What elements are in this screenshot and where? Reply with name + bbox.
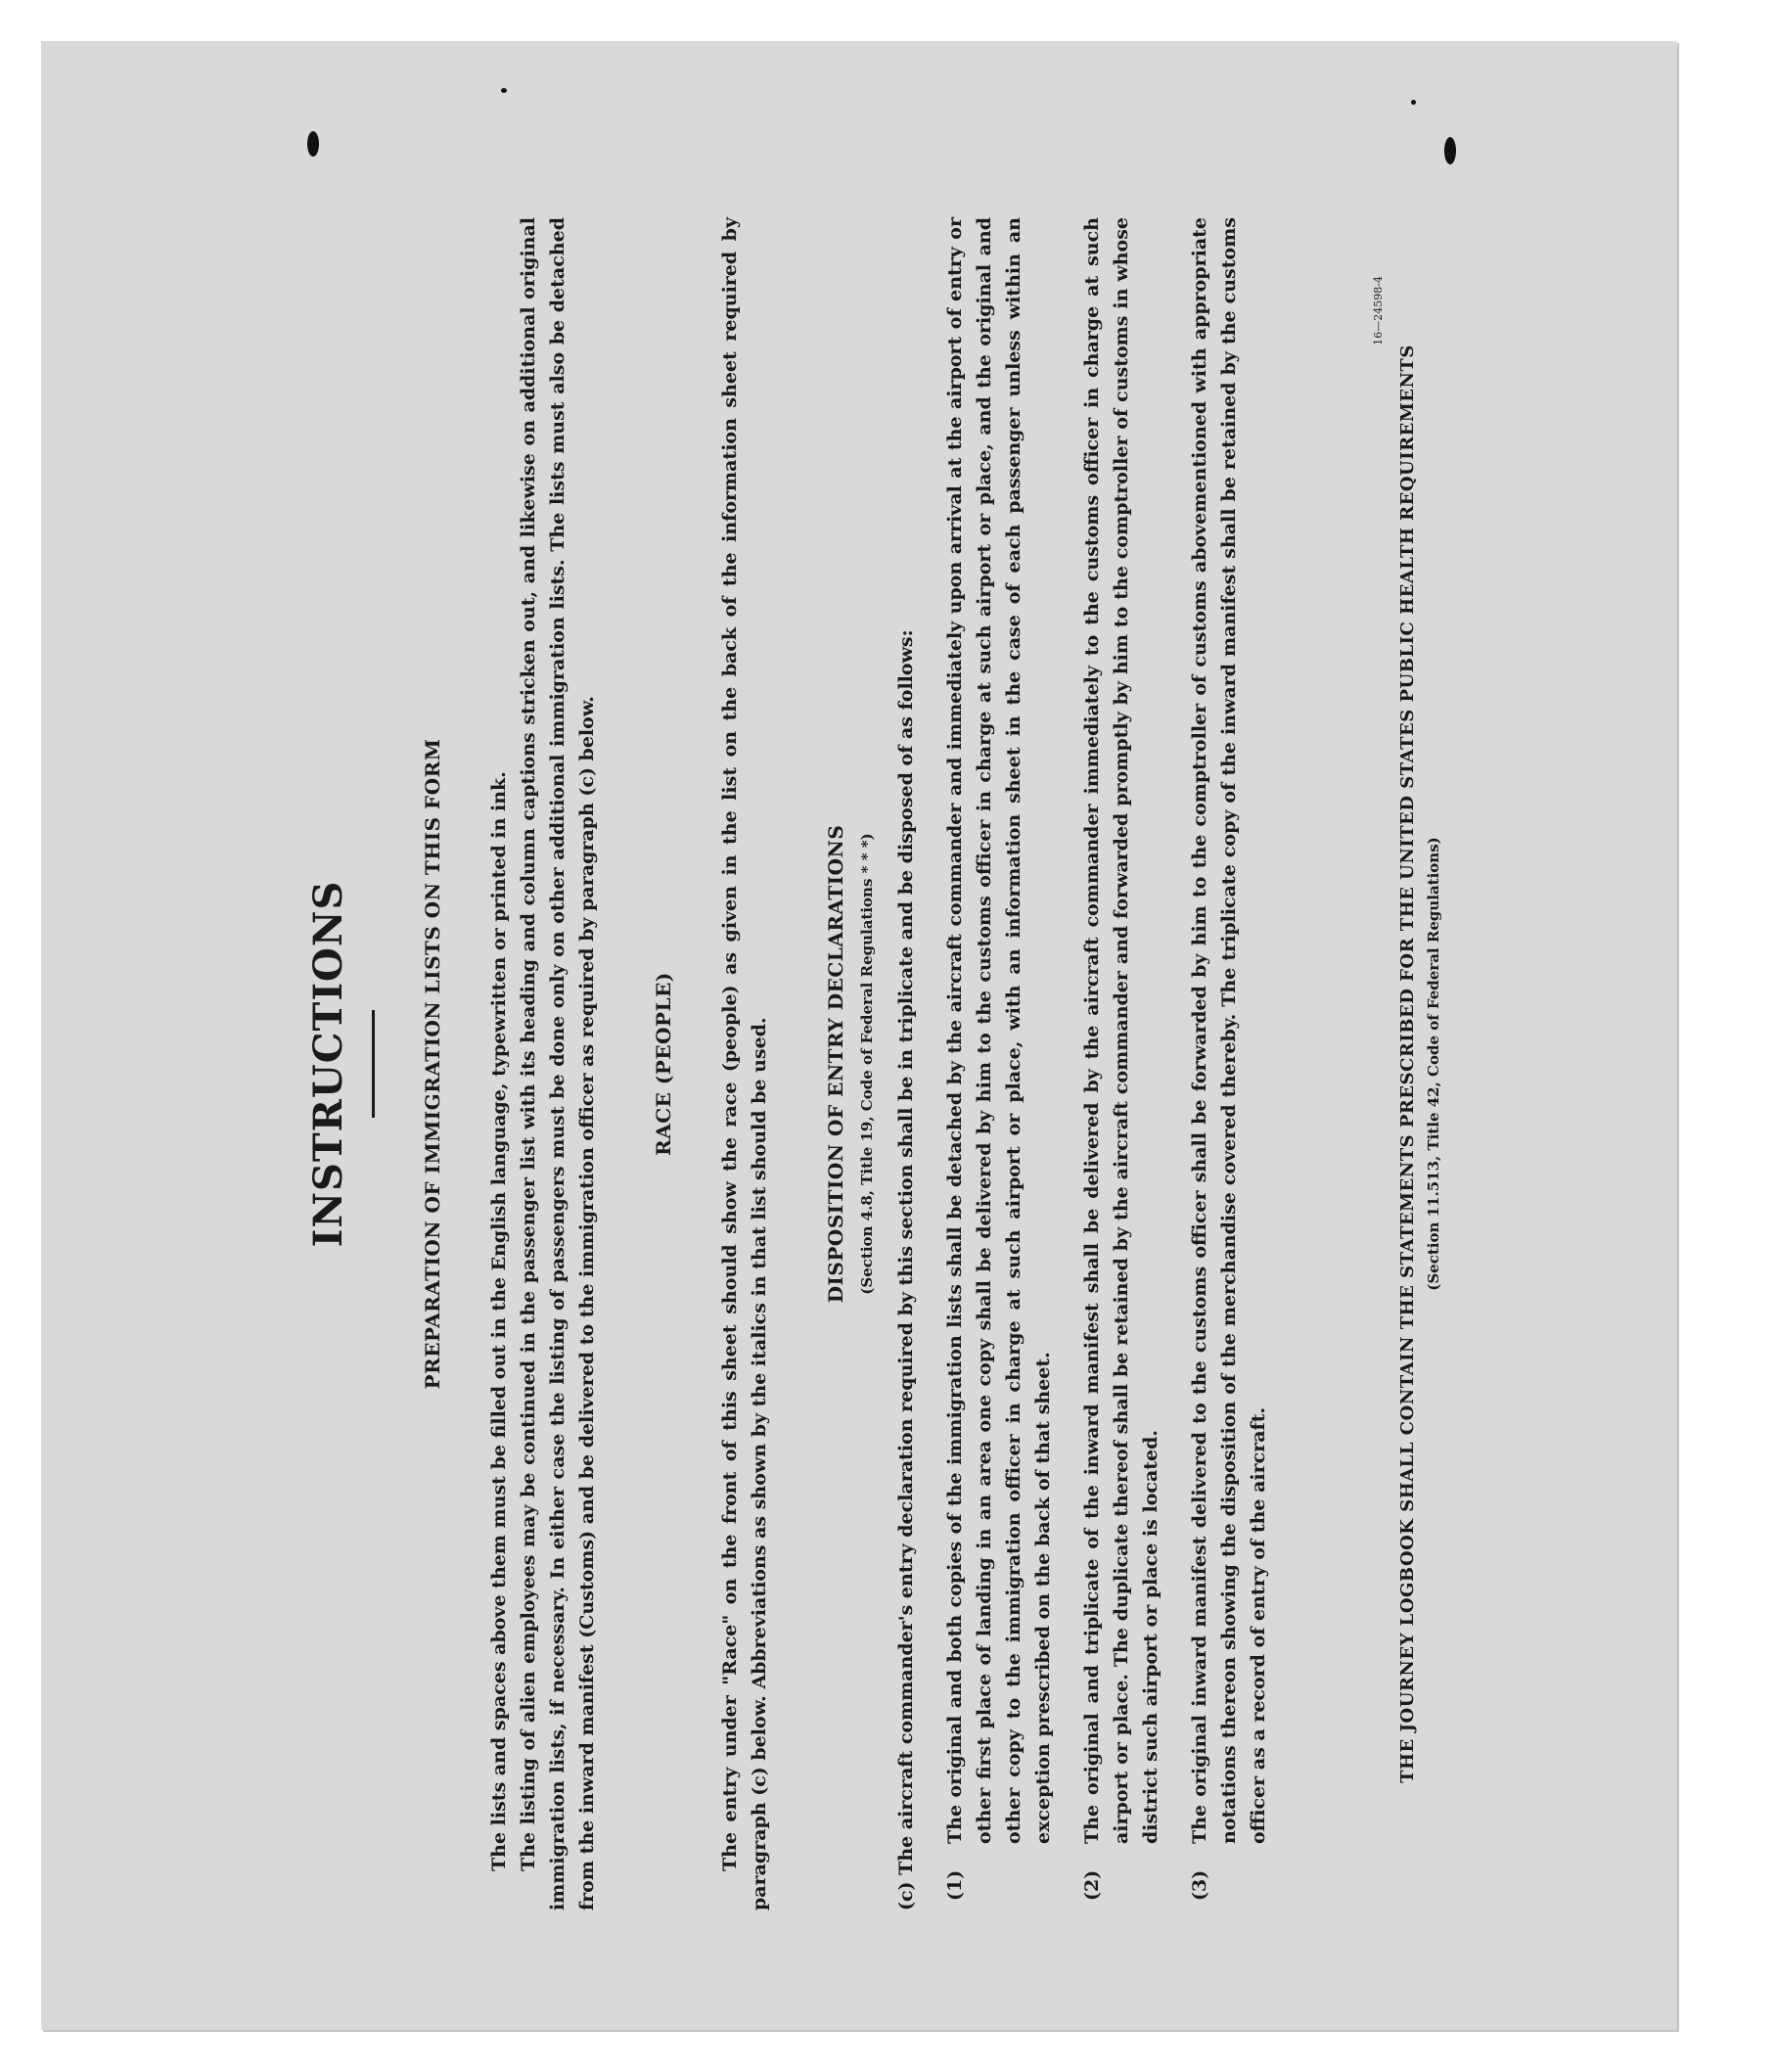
footer [1393,217,1444,1911]
item-number: (3) [1189,1869,1210,1901]
item-text: The original inward manifest delivered to the customs officer shall be forwarded by him to the comptroller of customs abovementioned with appropriate notations thereon showing the disposition of the merchandise covered thereby. The triplicate copy of the inward manifest shall be retained by the customs officer as a record of entry of the aircraft. [1189,217,1269,1844]
document-title: INSTRUCTIONS [305,880,351,1248]
prep-section [484,217,602,1911]
list-item [940,217,1058,1911]
ink-speck [1444,137,1456,164]
disposition-citation: (Section 4.8, Title 19, Code of Federal Regulations * * *) [858,833,876,1295]
disposition-heading: DISPOSITION OF ENTRY DECLARATIONS [824,824,847,1304]
rotated-document-body [305,217,1480,1911]
item-text: The original and both copies of the immigration lists shall be detached by the aircraft commander and immediately upon arrival at the airport of entry or other first place of landing in an area one copy shall be delivered by him to the customs officer in charge at such airport or place, and the original and other copy to the immigration officer in charge at such airport or place, with an information sheet in the case of each passenger unless within an exception prescribed on the back of that sheet. [944,217,1054,1844]
prep-paragraph-2: The listing of alien employees may be continued in the passenger list with its heading and column captions stricken out, and likewise on additional original immigration lists, if necessary. In either case the listing of passengers must be done only on other additional immigration lists. The lists must also be detached from the inward manifest (Customs) and be delivered to the immigration officer as required by paragraph (c) below. [518,217,598,1911]
race-heading: RACE (PEOPLE) [652,972,675,1156]
list-item [1077,217,1165,1911]
item-text: The original and triplicate of the inward manifest shall be delivered by the aircraft commander immediately to the customs officer in charge at such airport or place. The duplicate thereof shall be retained by the aircraft commander and forwarded promptly by him to the comptroller of customs in whose district such airport or place is located. [1081,217,1161,1844]
scanned-page [41,41,1677,2030]
ink-speck [1411,100,1416,105]
footer-statement: THE JOURNEY LOGBOOK SHALL CONTAIN THE STATEMENTS PRESCRIBED FOR THE UNITED STATES PUBLIC HEALTH REQUIREMENTS [1397,345,1418,1783]
prep-paragraph-1: The lists and spaces above them must be filled out in the English language, typewritten or printed in ink. [488,771,510,1871]
prep-heading: PREPARATION OF IMMIGRATION LISTS ON THIS FORM [421,738,444,1390]
item-number: (1) [944,1869,966,1901]
paragraph-c-label: (c) [895,1881,917,1911]
paragraph-c [891,217,921,1911]
race-section [715,217,774,1911]
ink-speck [307,131,319,157]
ink-speck [501,88,507,93]
item-number: (2) [1081,1869,1103,1901]
race-paragraph: The entry under "Race" on the front of this sheet should show the race (people) as given in the list on the back of the information sheet required by paragraph (c) below. Abbreviations as shown by the italics in that list should be used. [719,217,770,1911]
footer-citation: (Section 11.513, Title 42, Code of Federal Regulations) [1425,837,1442,1291]
list-item [1185,217,1273,1911]
title-rule [372,1010,375,1118]
form-number: 16—24598-4 [1372,276,1385,345]
paragraph-c-text: The aircraft commander's entry declaration required by this section shall be in triplicate and be disposed of as follows: [895,629,917,1875]
